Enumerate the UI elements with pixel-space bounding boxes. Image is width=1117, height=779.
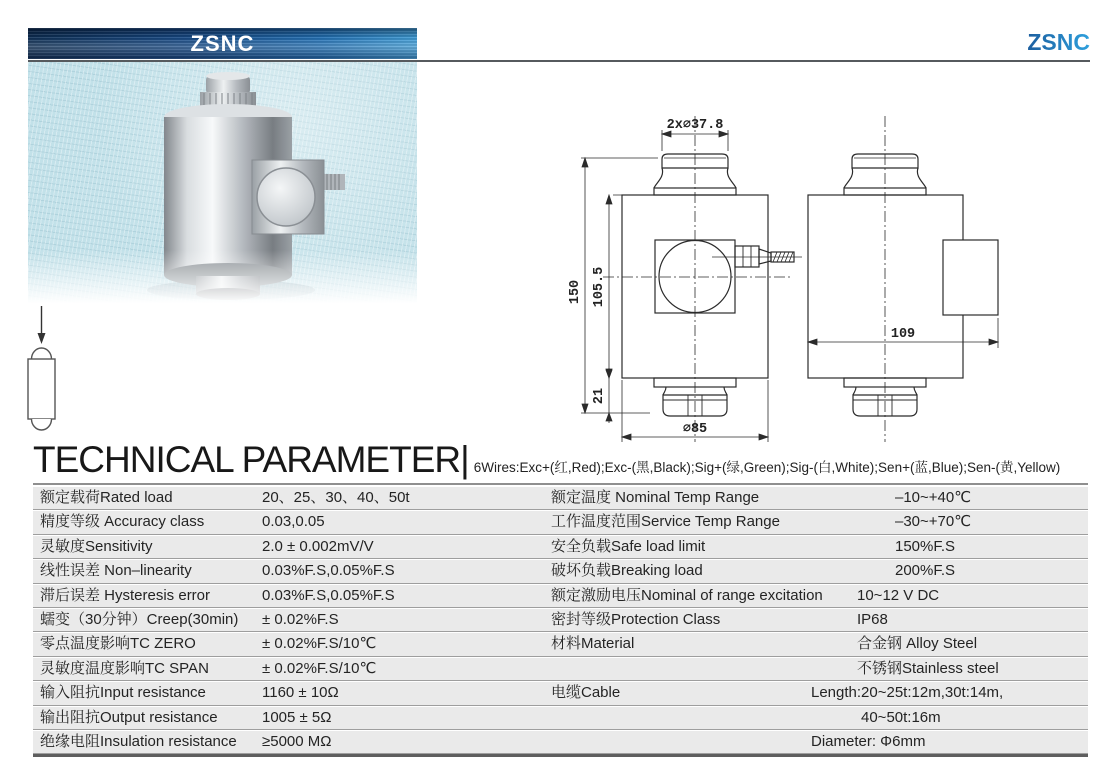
spec-value: 40~50t:16m xyxy=(861,708,941,726)
spec-label: 材料Material xyxy=(551,635,635,653)
table-cell-left xyxy=(33,536,549,558)
model-corner-title: ZSNC xyxy=(1008,29,1090,56)
spec-label: 密封等级Protection Class xyxy=(551,610,721,628)
dimension-lines xyxy=(581,130,998,442)
table-cell-left xyxy=(33,609,549,631)
spec-value: ± 0.02%F.S xyxy=(262,610,339,628)
dim-overall-height: 150 xyxy=(568,279,583,305)
spec-value: 20、25、30、40、50t xyxy=(262,489,410,506)
spec-label xyxy=(549,731,811,753)
spec-value: ± 0.02%F.S/10℃ xyxy=(262,635,377,653)
table-row xyxy=(33,609,1088,631)
spec-value: 0.03%F.S,0.05%F.S xyxy=(262,586,395,604)
product-photo xyxy=(28,62,417,308)
table-cell-right xyxy=(549,536,1088,558)
spec-label: 灵敏度温度影响TC SPAN xyxy=(40,659,209,677)
spec-value: 2.0 ± 0.002mV/V xyxy=(262,537,374,555)
spec-value: Diameter: Φ6mm xyxy=(811,732,926,750)
table-cell-left xyxy=(33,731,549,753)
spec-label: 精度等级 Accuracy class xyxy=(40,513,205,531)
table-cell-left xyxy=(33,560,549,582)
load-cell-photo-graphic xyxy=(28,62,417,308)
spec-label: 电缆Cable xyxy=(551,684,621,702)
spec-value: IP68 xyxy=(857,610,888,628)
table-row xyxy=(33,560,1088,582)
spec-label: 额定载荷Rated load xyxy=(40,489,173,506)
dim-bottom-button-height: 21 xyxy=(592,387,607,405)
spec-label: 破坏负载Breaking load xyxy=(551,562,703,580)
technical-drawing xyxy=(552,96,1034,458)
dim-base-diameter: ∅85 xyxy=(682,422,708,437)
spec-value: –30~+70℃ xyxy=(895,513,972,531)
table-cell-right xyxy=(549,658,1088,680)
dim-side-width: 109 xyxy=(890,327,916,342)
table-cell-right xyxy=(549,633,1088,655)
table-row xyxy=(33,633,1088,655)
spec-label: 额定温度 Nominal Temp Range xyxy=(551,489,760,506)
spec-value: 200%F.S xyxy=(895,562,956,580)
spec-label: 绝缘电阻Insulation resistance xyxy=(40,732,237,750)
spec-label: 滞后误差 Hysteresis error xyxy=(40,586,211,604)
table-cell-right xyxy=(549,682,1088,704)
spec-value: 1160 ± 10Ω xyxy=(262,684,339,702)
table-row xyxy=(33,682,1088,704)
table-cell-left xyxy=(33,682,549,704)
spec-label xyxy=(549,707,861,729)
table-cell-right xyxy=(549,487,1088,509)
table-cell-left xyxy=(33,487,549,509)
table-row xyxy=(33,487,1088,509)
table-cell-left xyxy=(33,658,549,680)
spec-table xyxy=(33,483,1088,757)
section-header xyxy=(33,440,1093,480)
table-row xyxy=(33,658,1088,680)
spec-label: 安全负载Safe load limit xyxy=(551,537,706,555)
front-view xyxy=(603,116,802,442)
table-cell-left xyxy=(33,511,549,533)
dim-top-diameter: 2x∅37.8 xyxy=(666,118,724,133)
table-row xyxy=(33,707,1088,729)
section-title: TECHNICAL PARAMETER| xyxy=(33,439,469,480)
spec-label xyxy=(549,658,857,680)
load-cell-capsule-icon xyxy=(28,348,55,430)
table-cell-left xyxy=(33,585,549,607)
table-cell-right xyxy=(549,707,1088,729)
dim-body-height: 105.5 xyxy=(592,266,607,308)
spec-value: Length:20~25t:12m,30t:14m, xyxy=(811,684,1004,702)
wiring-note: 6Wires:Exc+(红,Red);Exc-(黑,Black);Sig+(绿,Green);Sig-(白,White);Sen+(蓝,Blue);Sen-(黄,Yellow) xyxy=(473,460,1061,475)
table-cell-right xyxy=(549,511,1088,533)
spec-value: 0.03%F.S,0.05%F.S xyxy=(262,562,395,580)
spec-label: 输入阻抗Input resistance xyxy=(40,684,206,702)
spec-label: 额定激励电压Nominal of range excitation xyxy=(551,586,823,604)
load-direction-icon xyxy=(20,302,70,442)
table-cell-left xyxy=(33,633,549,655)
spec-value: –10~+40℃ xyxy=(895,489,972,506)
spec-value: 10~12 V DC xyxy=(857,586,940,604)
spec-label: 灵敏度Sensitivity xyxy=(40,537,153,555)
model-header-title: ZSNC xyxy=(190,30,255,56)
table-cell-right xyxy=(549,609,1088,631)
spec-label: 零点温度影响TC ZERO xyxy=(40,635,196,653)
table-row xyxy=(33,585,1088,607)
spec-value: 0.03,0.05 xyxy=(262,513,325,531)
spec-value: 合金钢 Alloy Steel xyxy=(857,635,978,653)
spec-value: 1005 ± 5Ω xyxy=(262,708,332,726)
side-view xyxy=(808,116,998,442)
spec-label: 输出阻抗Output resistance xyxy=(40,708,218,726)
table-row xyxy=(33,536,1088,558)
spec-value: 150%F.S xyxy=(895,537,956,555)
spec-label: 蠕变（30分钟）Creep(30min) xyxy=(40,610,239,628)
table-row xyxy=(33,511,1088,533)
table-cell-right xyxy=(549,560,1088,582)
table-cell-left xyxy=(33,707,549,729)
table-cell-right xyxy=(549,585,1088,607)
spec-value: ≥5000 MΩ xyxy=(262,732,332,750)
spec-label: 线性误差 Non–linearity xyxy=(40,562,192,580)
spec-label: 工作温度范围Service Temp Range xyxy=(551,513,780,531)
table-row xyxy=(33,731,1088,753)
model-header-bar xyxy=(28,28,417,59)
table-cell-right xyxy=(549,731,1088,753)
spec-value: ± 0.02%F.S/10℃ xyxy=(262,659,377,677)
spec-value: 不锈钢Stainless steel xyxy=(857,659,999,677)
